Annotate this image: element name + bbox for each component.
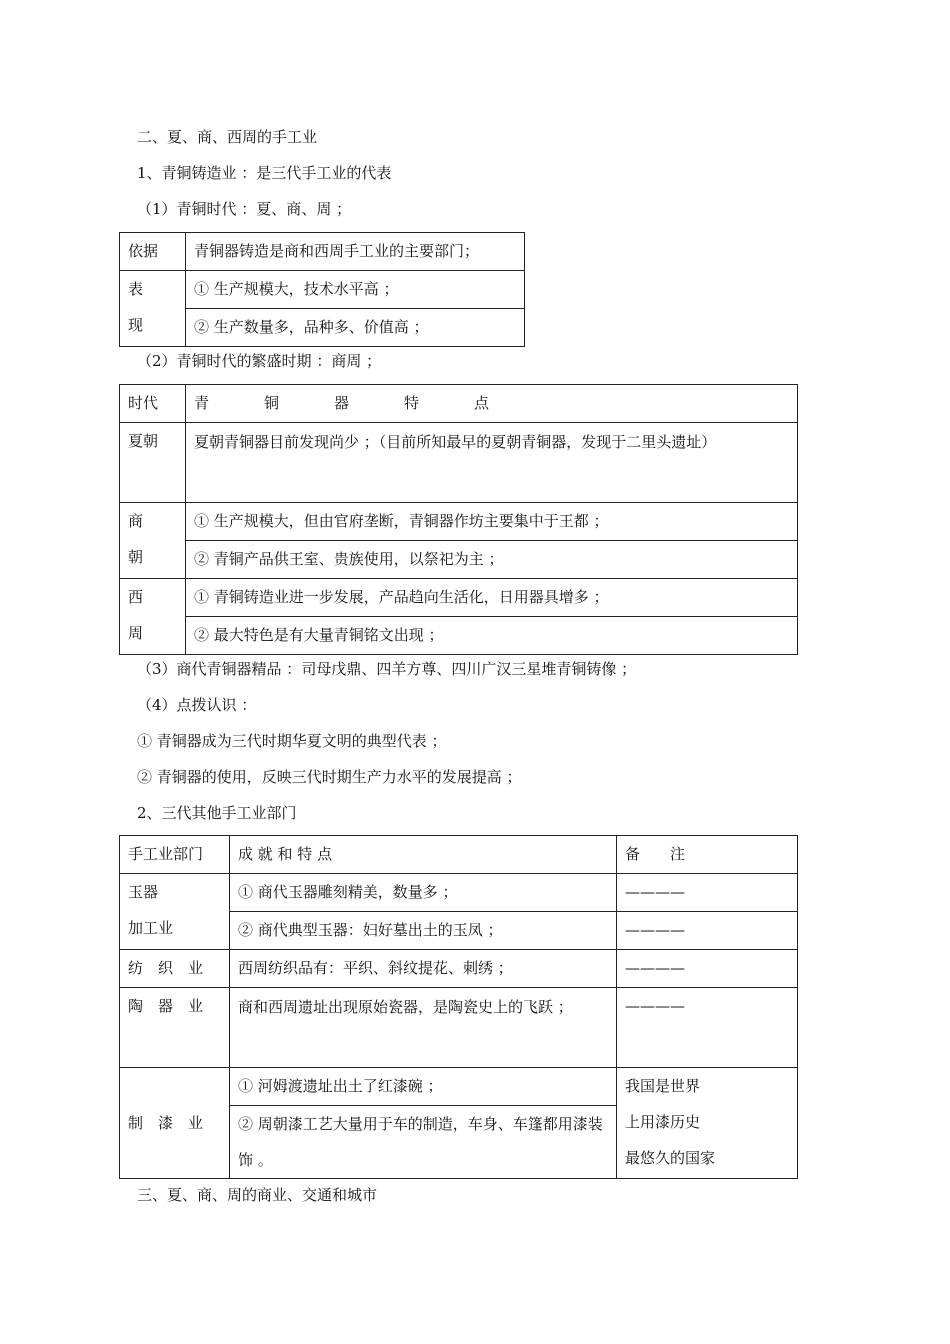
basis-text: 青铜器铸造是商和西周手工业的主要部门； — [186, 233, 525, 271]
section-3-title: 三、夏、商、周的商业、交通和城市 — [137, 1186, 378, 1204]
other-crafts-table — [119, 835, 798, 1179]
bronze-heading: 1、青铜铸造业 ：是三代手工业的代表 — [137, 164, 392, 182]
lacquer-label: 制 漆 业 — [120, 1068, 230, 1179]
jade-label-line-2: 加工业 — [128, 919, 174, 937]
jade-label-line-1: 玉器 — [128, 883, 159, 901]
pottery-label: 陶 器 业 — [120, 988, 230, 1068]
jade-item-1: ① 商代玉器雕刻精美，数量多 ； — [230, 874, 617, 912]
xizhou-item-2: ② 最大特色是有大量青铜铭文出现 ； — [186, 617, 798, 655]
achievement-header: 成 就 和 特 点 — [230, 836, 617, 874]
shang-item-2: ② 青铜产品供王室、贵族使用，以祭祀为主 ； — [186, 541, 798, 579]
section-2-title: 二、夏、商、西周的手工业 — [137, 128, 318, 146]
bronze-masterpieces-line: （3）商代青铜器精品 ：司母戊鼎、四羊方尊、四川广汉三星堆青铜铸像 ； — [137, 660, 637, 678]
bronze-peak-line: （2）青铜时代的繁盛时期 ：商周 ； — [137, 352, 382, 370]
era-header: 时代 — [120, 385, 186, 423]
bronze-basis-table — [119, 232, 525, 347]
note-header: 备 注 — [617, 836, 798, 874]
show-label-char-2: 现 — [128, 316, 144, 334]
lacquer-note-line-2: 上用漆历史 — [625, 1113, 701, 1131]
insight-point-1: ① 青铜器成为三代时期华夏文明的典型代表 ； — [137, 732, 447, 750]
feature-header-char: 器 — [334, 394, 350, 412]
lacquer-note-line-3: 最悠久的国家 — [625, 1149, 716, 1167]
lacquer-item-2: ② 周朝漆工艺大量用于车的制造，车身、车篷都用漆装饰 。 — [230, 1106, 617, 1179]
pottery-text: 商和西周遗址出现原始瓷器，是陶瓷史上的飞跃 ； — [230, 988, 617, 1068]
xizhou-item-1: ① 青铜铸造业进一步发展，产品趋向生活化，日用器具增多 ； — [186, 579, 798, 617]
show-label-char-1: 表 — [128, 280, 144, 298]
xia-label: 夏朝 — [120, 423, 186, 503]
feature-header — [186, 385, 798, 423]
lacquer-note-line-1: 我国是世界 — [625, 1077, 701, 1095]
show-item-1: ① 生产规模大，技术水平高 ； — [186, 271, 525, 309]
insight-heading: （4）点拨认识 ： — [137, 696, 257, 714]
textile-note: ———— — [617, 950, 798, 988]
feature-header-char: 特 — [404, 394, 420, 412]
jade-note-1: ———— — [617, 874, 798, 912]
jade-note-2: ———— — [617, 912, 798, 950]
xizhou-label-char-1: 西 — [128, 588, 144, 606]
jade-item-2: ② 商代典型玉器：妇好墓出土的玉凤 ； — [230, 912, 617, 950]
feature-header-char: 铜 — [264, 394, 280, 412]
textile-label: 纺 织 业 — [120, 950, 230, 988]
lacquer-item-1: ① 河姆渡遗址出土了红漆碗 ； — [230, 1068, 617, 1106]
pottery-note: ———— — [617, 988, 798, 1068]
shang-label-char-2: 朝 — [128, 548, 144, 566]
basis-label: 依据 — [120, 233, 186, 271]
bronze-era-table — [119, 384, 798, 655]
feature-header-char: 点 — [474, 394, 490, 412]
insight-point-2: ② 青铜器的使用，反映三代时期生产力水平的发展提高 ； — [137, 768, 522, 786]
show-label — [120, 271, 186, 347]
shang-label — [120, 503, 186, 579]
xia-text: 夏朝青铜器目前发现尚少 ；（目前所知最早的夏朝青铜器，发现于二里头遗址） — [186, 423, 798, 503]
show-item-2: ② 生产数量多，品种多、价值高 ； — [186, 309, 525, 347]
lacquer-note — [617, 1068, 798, 1179]
feature-header-char: 青 — [194, 394, 210, 412]
textile-text: 西周纺织品有：平织、斜纹提花、刺绣 ； — [230, 950, 617, 988]
xizhou-label-char-2: 周 — [128, 624, 144, 642]
shang-label-char-1: 商 — [128, 512, 144, 530]
other-crafts-heading: 2、三代其他手工业部门 — [137, 804, 297, 822]
dept-header: 手工业部门 — [120, 836, 230, 874]
jade-label — [120, 874, 230, 950]
xizhou-label — [120, 579, 186, 655]
shang-item-1: ① 生产规模大，但由官府垄断，青铜器作坊主要集中于王都 ； — [186, 503, 798, 541]
bronze-age-line: （1）青铜时代 ：夏、商、周 ； — [137, 200, 352, 218]
